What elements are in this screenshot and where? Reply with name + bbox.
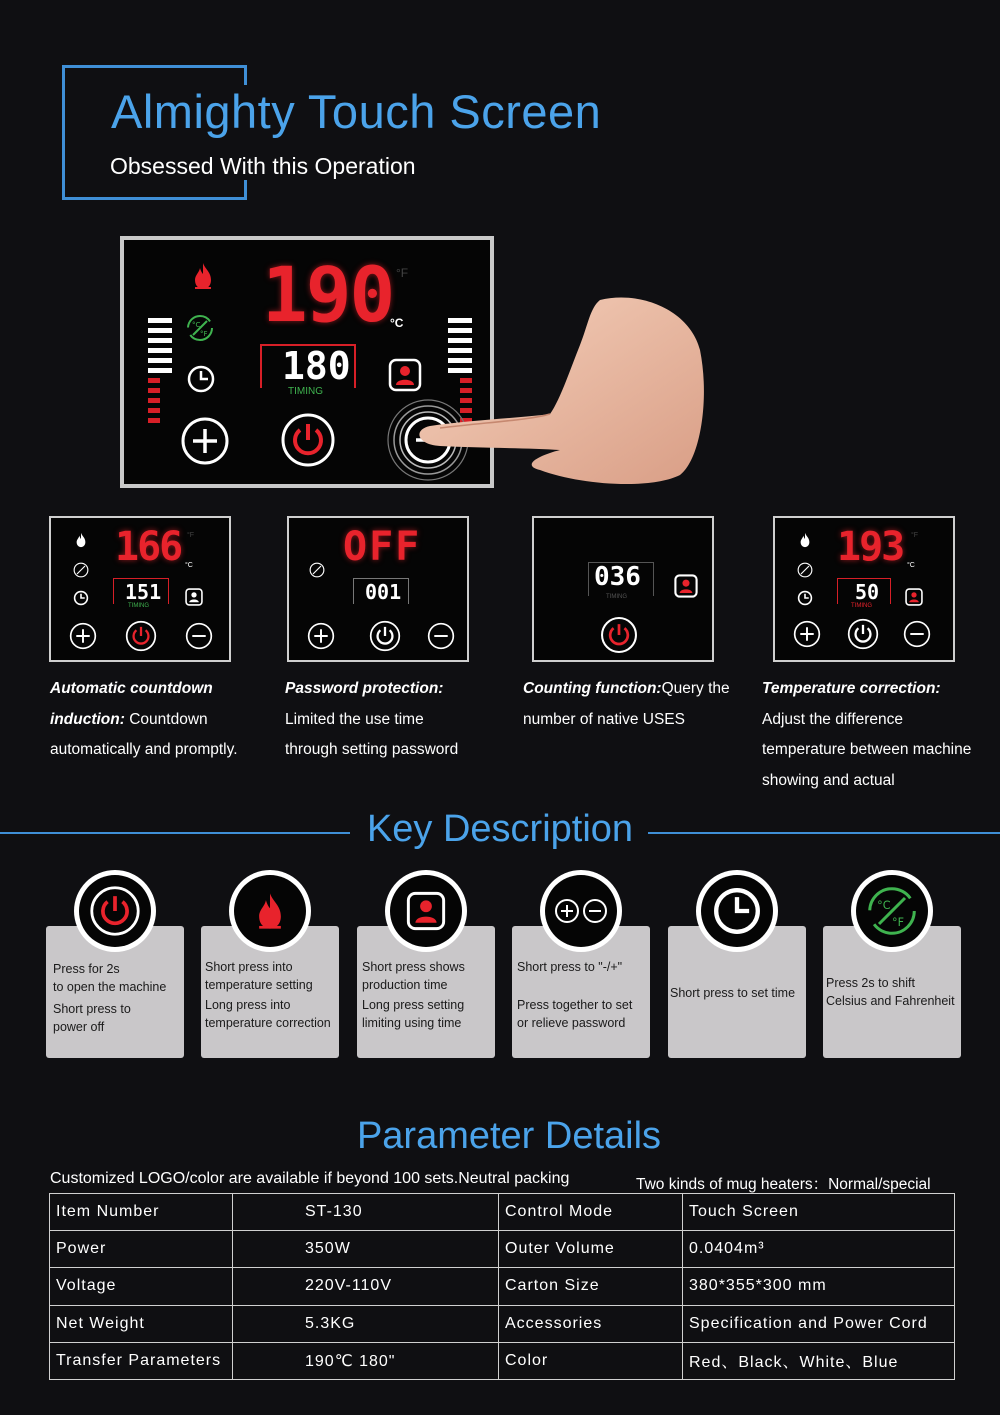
key-text: temperature setting	[205, 978, 313, 992]
desc-text: Limited the use time	[285, 710, 424, 728]
param-value: 380*355*300 mm	[683, 1268, 955, 1305]
key-text: to open the machine	[53, 980, 167, 994]
key-icon-power	[74, 870, 156, 952]
unit-fahrenheit: °F	[911, 532, 919, 539]
celsius-fahrenheit-icon	[309, 562, 325, 578]
panel-temperature-correction	[773, 516, 955, 662]
plus-button	[793, 620, 821, 648]
minus-button	[427, 622, 455, 650]
user-icon	[185, 588, 203, 606]
param-value: 350W	[233, 1231, 499, 1268]
key-icon-celsius-fahrenheit	[851, 870, 933, 952]
temperature-display: 190	[262, 250, 394, 339]
page-title: Almighty Touch Screen	[111, 85, 602, 138]
desc-heading-2: induction:	[50, 710, 125, 728]
param-label: Item Number	[50, 1194, 233, 1231]
plus-minus-icon	[552, 896, 610, 926]
unit-fahrenheit: °F	[187, 532, 195, 539]
unit-celsius: °C	[907, 562, 915, 569]
clock-icon	[797, 590, 813, 606]
param-value: Red、Black、White、Blue	[683, 1342, 955, 1379]
param-label: Accessories	[499, 1305, 683, 1342]
key-text: power off	[53, 1020, 105, 1034]
user-icon	[674, 574, 698, 598]
plus-button	[69, 622, 97, 650]
desc-text: temperature between machine	[762, 741, 972, 758]
param-value: 5.3KG	[233, 1305, 499, 1342]
param-label: Voltage	[50, 1268, 233, 1305]
param-label: Net Weight	[50, 1305, 233, 1342]
key-text: temperature correction	[205, 1016, 331, 1030]
key-text: production time	[362, 978, 448, 992]
table-row	[50, 1342, 955, 1379]
section-title-parameter-details: Parameter Details	[356, 1115, 662, 1157]
desc-text: showing and actual	[762, 771, 895, 789]
level-bar-left	[148, 318, 172, 423]
clock-icon[interactable]	[186, 364, 216, 394]
svg-text:°F: °F	[892, 915, 904, 929]
timer-display: 001	[365, 580, 402, 604]
celsius-fahrenheit-icon	[73, 562, 89, 578]
key-text: Short press into	[205, 960, 293, 974]
param-value: 190℃ 180"	[233, 1342, 499, 1379]
svg-text:°C: °C	[192, 321, 201, 329]
timing-label: TIMING	[851, 603, 872, 609]
power-button	[600, 616, 638, 654]
panel-auto-countdown	[49, 516, 231, 662]
desc-text: Countdown	[124, 710, 208, 728]
desc-heading: Password protection:	[285, 680, 444, 697]
desc-text: Query the	[661, 680, 730, 697]
desc-password-protection	[285, 674, 505, 766]
svg-text:°F: °F	[200, 330, 208, 338]
power-button	[847, 618, 879, 650]
key-text: Short press shows	[362, 960, 465, 974]
param-label: Control Mode	[499, 1194, 683, 1231]
unit-fahrenheit: °F	[396, 266, 409, 280]
clock-icon	[73, 590, 89, 606]
table-row	[50, 1231, 955, 1268]
temperature-display: OFF	[343, 524, 422, 570]
param-label: Outer Volume	[499, 1231, 683, 1268]
power-button	[125, 620, 157, 652]
celsius-fahrenheit-icon	[186, 314, 214, 342]
unit-celsius: °C	[390, 316, 404, 330]
timing-label: TIMING	[288, 386, 323, 397]
param-label: Power	[50, 1231, 233, 1268]
section-title-key-description: Key Description	[366, 808, 634, 850]
desc-text: Adjust the difference	[762, 710, 904, 728]
desc-heading: Counting function:	[523, 680, 662, 697]
desc-temperature-correction	[762, 674, 992, 796]
table-row	[50, 1268, 955, 1305]
flame-icon	[192, 262, 214, 290]
param-label: Color	[499, 1342, 683, 1379]
desc-text: number of native USES	[523, 710, 685, 728]
timer-display: 151	[125, 580, 162, 604]
param-value: Touch Screen	[683, 1194, 955, 1231]
celsius-fahrenheit-icon	[797, 562, 813, 578]
plus-button	[307, 622, 335, 650]
param-label: Carton Size	[499, 1268, 683, 1305]
user-icon	[905, 588, 923, 606]
power-icon	[89, 885, 141, 937]
table-row	[50, 1194, 955, 1231]
unit-celsius: °C	[185, 562, 193, 569]
plus-button[interactable]	[180, 416, 230, 466]
desc-auto-countdown	[50, 674, 270, 766]
timer-display: 50	[855, 580, 880, 604]
page-subtitle: Obsessed With this Operation	[110, 153, 416, 179]
param-value: Specification and Power Cord	[683, 1305, 955, 1342]
timing-label: TIMING	[128, 603, 149, 609]
key-text: limiting using time	[362, 1016, 462, 1030]
timing-label: TIMING	[606, 594, 627, 600]
desc-text: through setting password	[285, 741, 459, 758]
temperature-display: 193	[837, 524, 904, 570]
key-text: Long press setting	[362, 998, 465, 1012]
table-row	[50, 1305, 955, 1342]
parameter-table	[49, 1193, 955, 1380]
user-icon	[406, 891, 446, 931]
power-button	[369, 620, 401, 652]
key-text: Short press to	[53, 1002, 131, 1016]
param-value: ST-130	[233, 1194, 499, 1231]
key-icon-user	[385, 870, 467, 952]
key-text: Press together to set	[517, 998, 633, 1012]
key-icon-flame	[229, 870, 311, 952]
mug-heater-note: Two kinds of mug heaters：Normal/special	[636, 1176, 931, 1193]
clock-icon	[711, 885, 763, 937]
timer-display: 036	[594, 562, 641, 592]
temperature-display: 166	[115, 524, 182, 570]
celsius-fahrenheit-icon	[866, 885, 918, 937]
flame-icon	[255, 892, 285, 930]
desc-heading: Automatic countdown	[50, 680, 213, 697]
panel-counting-function	[532, 516, 714, 662]
key-text: Long press into	[205, 998, 291, 1012]
minus-button	[903, 620, 931, 648]
key-text: Short press to set time	[670, 986, 796, 1000]
param-value: 220V-110V	[233, 1268, 499, 1305]
flame-icon	[799, 532, 811, 548]
customization-note: Customized LOGO/color are available if beyond 100 sets.Neutral packing	[50, 1170, 570, 1187]
key-text: or relieve password	[517, 1016, 626, 1030]
key-text: Celsius and Fahrenheit	[826, 994, 955, 1008]
power-button[interactable]	[280, 412, 336, 468]
panel-password-protection	[287, 516, 469, 662]
flame-icon	[75, 532, 87, 548]
key-text: Press 2s to shift	[826, 976, 915, 990]
desc-text: automatically and promptly.	[50, 741, 238, 758]
desc-counting-function	[523, 674, 753, 735]
finger-hand-illustration	[400, 290, 720, 490]
key-text: Short press to "-/+"	[517, 960, 623, 974]
param-value: 0.0404m³	[683, 1231, 955, 1268]
svg-text:°C: °C	[877, 899, 891, 913]
key-text: Press for 2s	[53, 962, 120, 976]
timer-display: 180	[282, 344, 351, 388]
key-icon-clock	[696, 870, 778, 952]
minus-button	[185, 622, 213, 650]
key-icon-plus-minus	[540, 870, 622, 952]
param-label: Transfer Parameters	[50, 1342, 233, 1379]
desc-heading: Temperature correction:	[762, 680, 941, 697]
